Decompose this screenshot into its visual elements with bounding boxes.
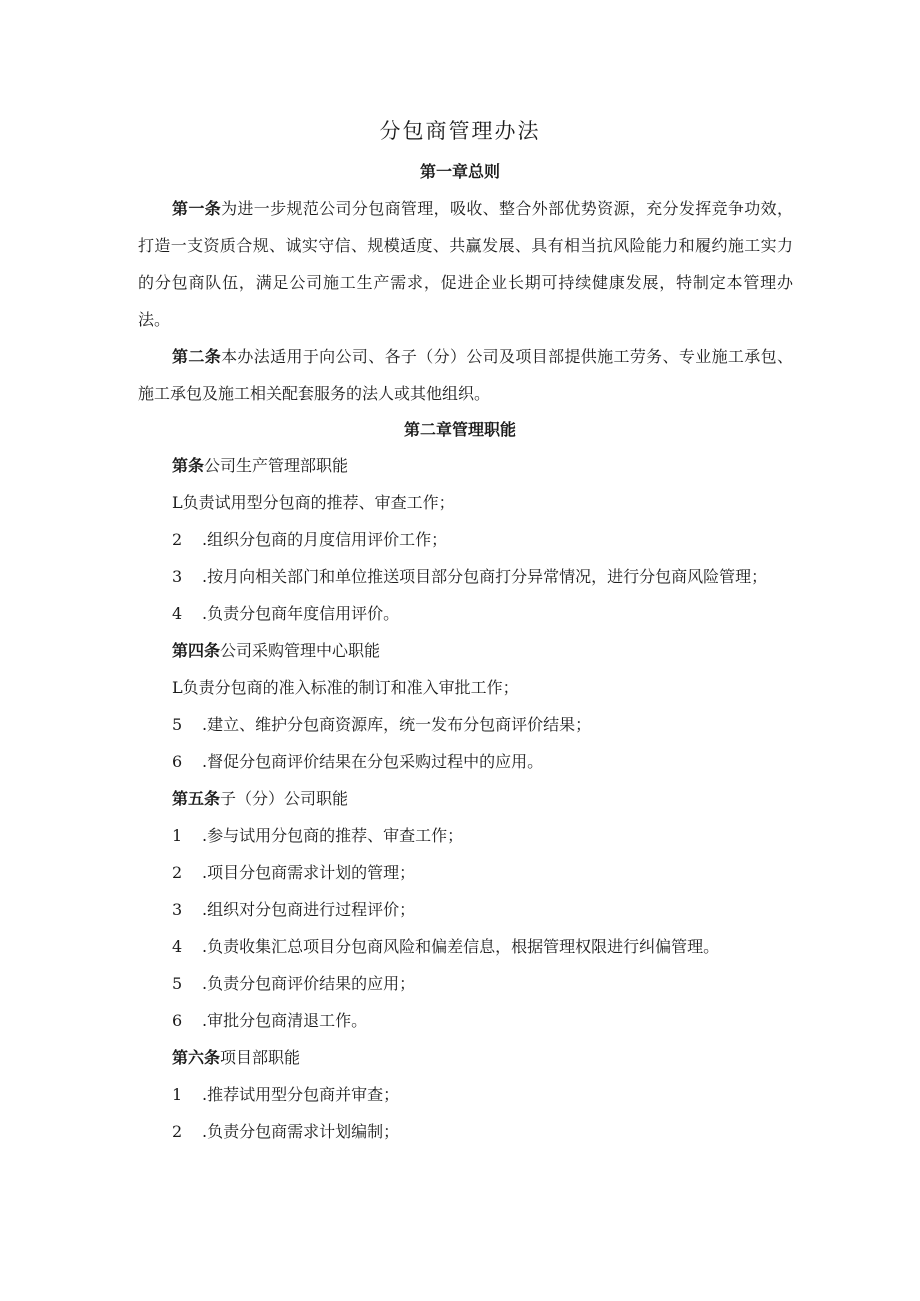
list-item	[172, 935, 812, 959]
article-3-heading	[172, 454, 812, 478]
list-item-number: 3	[172, 900, 183, 919]
list-item	[172, 565, 812, 589]
chapter-1-heading: 第一章总则	[419, 162, 500, 181]
list-item-number: 6	[172, 752, 183, 771]
list-item	[172, 676, 812, 700]
list-item-text: .负责分包商评价结果的应用；	[202, 974, 416, 993]
article-3-title: 公司生产管理部职能	[204, 456, 349, 475]
article-2-text: 本办法适用于向公司、各子（分）公司及项目部提供施工劳务、专业施工承包、施工承包及施工相关配套服务的法人或其他组织。	[138, 347, 793, 403]
chapter-2-heading: 第二章管理职能	[403, 420, 516, 439]
article-2	[138, 338, 793, 412]
article-4-heading	[172, 639, 812, 663]
list-item-text: .项目分包商需求计划的管理；	[202, 863, 416, 882]
list-item-number: L	[172, 678, 183, 697]
article-6-title: 项目部职能	[220, 1048, 301, 1067]
article-4-title: 公司采购管理中心职能	[220, 641, 381, 660]
document-title: 分包商管理办法	[379, 119, 541, 143]
list-item	[172, 1120, 812, 1144]
list-item-text: .参与试用分包商的推荐、审查工作；	[202, 826, 464, 845]
list-item	[172, 750, 812, 774]
list-item-text: .建立、维护分包商资源库，统一发布分包商评价结果；	[202, 715, 592, 734]
article-1	[138, 190, 793, 338]
list-item-text: .负责收集汇总项目分包商风险和偏差信息，根据管理权限进行纠偏管理。	[202, 937, 720, 956]
article-1-text: 为进一步规范公司分包商管理，吸收、整合外部优势资源，充分发挥竞争功效，打造一支资质合规、诚实守信、规模适度、共赢发展、具有相当抗风险能力和履约施工实力的分包商队伍，满足公司施工生产需求，促进企业长期可持续健康发展，特制定本管理办法。	[138, 199, 793, 329]
list-item	[172, 528, 812, 552]
list-item	[172, 602, 812, 626]
list-item-number: 6	[172, 1011, 183, 1030]
list-item-text: .按月向相关部门和单位推送项目部分包商打分异常情况，进行分包商风险管理；	[202, 567, 768, 586]
list-item	[172, 861, 812, 885]
article-6-label: 第六条	[172, 1048, 221, 1067]
list-item	[172, 1083, 812, 1107]
list-item	[172, 713, 812, 737]
list-item	[172, 898, 812, 922]
list-item-number: 3	[172, 567, 183, 586]
list-item-text: .组织对分包商进行过程评价；	[202, 900, 416, 919]
list-item-number: 2	[172, 530, 183, 549]
list-item-number: 5	[172, 974, 183, 993]
list-item-number: 4	[172, 937, 183, 956]
article-1-label: 第一条	[172, 199, 222, 218]
list-item-number: 4	[172, 604, 183, 623]
list-item-number: 1	[172, 1085, 183, 1104]
article-2-label: 第二条	[172, 347, 222, 366]
list-item	[172, 491, 812, 515]
list-item-text: .审批分包商清退工作。	[202, 1011, 368, 1030]
list-item-text: .督促分包商评价结果在分包采购过程中的应用。	[202, 752, 544, 771]
list-item	[172, 824, 812, 848]
article-6-heading	[172, 1046, 812, 1070]
list-item-number: 2	[172, 863, 183, 882]
list-item	[172, 972, 812, 996]
list-item-text: 负责分包商的准入标准的制订和准入审批工作；	[182, 678, 519, 697]
list-item-text: .负责分包商年度信用评价。	[202, 604, 400, 623]
list-item-text: .组织分包商的月度信用评价工作；	[202, 530, 448, 549]
list-item-text: .负责分包商需求计划编制；	[202, 1122, 400, 1141]
list-item-number: 2	[172, 1122, 183, 1141]
article-5-heading	[172, 787, 812, 811]
list-item-text: .推荐试用型分包商并审查；	[202, 1085, 400, 1104]
list-item-text: 负责试用型分包商的推荐、审查工作；	[182, 493, 455, 512]
list-item-number: 1	[172, 826, 183, 845]
article-3-label: 第条	[172, 456, 205, 475]
list-item-number: 5	[172, 715, 183, 734]
list-item	[172, 1009, 812, 1033]
article-5-title: 子（分）公司职能	[220, 789, 349, 808]
article-4-label: 第四条	[172, 641, 221, 660]
list-item-number: L	[172, 493, 183, 512]
article-5-label: 第五条	[172, 789, 221, 808]
